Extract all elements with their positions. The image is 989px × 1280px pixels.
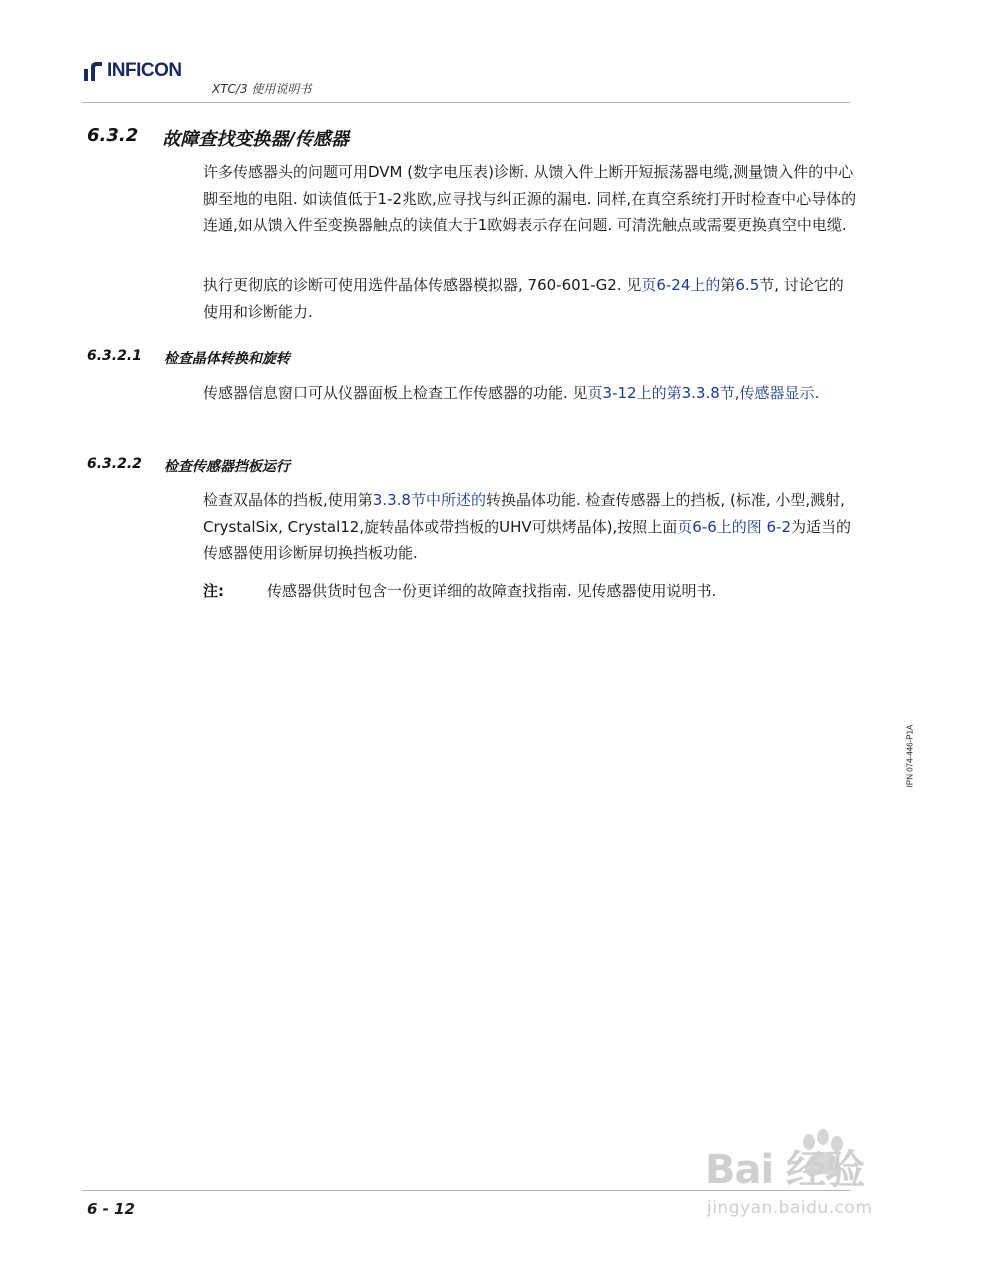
inficon-mark-icon — [82, 60, 104, 82]
section-link[interactable]: 6.5 — [735, 276, 760, 294]
figure-link[interactable]: 页6-6上的图 6-2 — [677, 517, 792, 536]
paragraph-text: 为适当的传感器使用诊断屏切换挡板功能. — [203, 517, 852, 562]
subsection-title: 检查传感器挡板运行 — [163, 459, 290, 475]
note-label: 注: — [203, 582, 224, 600]
section-heading — [87, 125, 349, 151]
paragraph-text: 节, 讨论它的使用和诊断能力. — [203, 276, 844, 321]
subsection-paragraph-2 — [203, 487, 858, 567]
paragraph-text: 第 — [720, 276, 736, 294]
cross-reference-link[interactable]: 3.3.8节中所述的 — [372, 491, 486, 509]
page-link[interactable]: 页6-24上的 — [641, 276, 721, 294]
section-paragraph-1: 许多传感器头的问题可用DVM (数字电压表)诊断. 从馈入件上断开短振荡器电缆,测量馈入件的中心脚至地的电阻. 如读值低于1-2兆欧,应寻找与纠正源的漏电. 同样,在真空系统打开时检查中心导体的连通,如从馈入件至变换器触点的读值大于1欧姆表示存在问题. 可清洗触点或需要更换真空中电缆. — [203, 163, 857, 234]
paragraph-text: 执行更彻底的诊断可使用选件晶体传感器模拟器, 760-601-G2. 见 — [203, 276, 642, 294]
inficon-logo — [82, 60, 182, 82]
watermark-logo: Bai 经验 — [705, 1147, 865, 1193]
section-number: 6.3.2 — [87, 125, 139, 146]
logo-wordmark: INFICON — [107, 60, 182, 81]
ipn-text: IPN 074-446-P1A — [905, 724, 915, 788]
subsection-paragraph-1 — [203, 380, 858, 407]
page-number: 6 - 12 — [87, 1200, 135, 1218]
paragraph-text: 转换晶体功能. 检查传感器上的挡板, (标准, 小型,溅射, CrystalSix, Crystal12,旋转晶体或带挡板的UHV可烘烤晶体),按照上面 — [203, 491, 845, 536]
subsection-number: 6.3.2.2 — [87, 456, 142, 472]
document-title: XTC/3 使用说明书 — [212, 82, 312, 96]
paragraph-text: 传感器信息窗口可从仪器面板上检查工作传感器的功能. 见 — [203, 384, 588, 402]
cross-reference-link[interactable]: 页3-12上的第3.3.8节,传感器显示. — [587, 384, 820, 402]
subsection-heading-2 — [87, 456, 290, 476]
side-ipn-label — [892, 708, 928, 804]
note-text: 传感器供货时包含一份更详细的故障查找指南. 见传感器使用说明书. — [267, 582, 717, 600]
watermark-url: jingyan.baidu.com — [707, 1198, 873, 1218]
paragraph-text: 检查双晶体的挡板,使用第 — [203, 491, 373, 509]
baidu-watermark — [705, 1128, 965, 1232]
note — [203, 578, 716, 604]
subsection-title: 检查晶体转换和旋转 — [163, 351, 290, 367]
subsection-number: 6.3.2.1 — [87, 348, 142, 364]
section-title: 故障查找变换器/传感器 — [162, 129, 349, 150]
header-rule — [82, 102, 850, 103]
section-paragraph-2 — [203, 272, 858, 325]
subsection-heading-1 — [87, 348, 290, 368]
